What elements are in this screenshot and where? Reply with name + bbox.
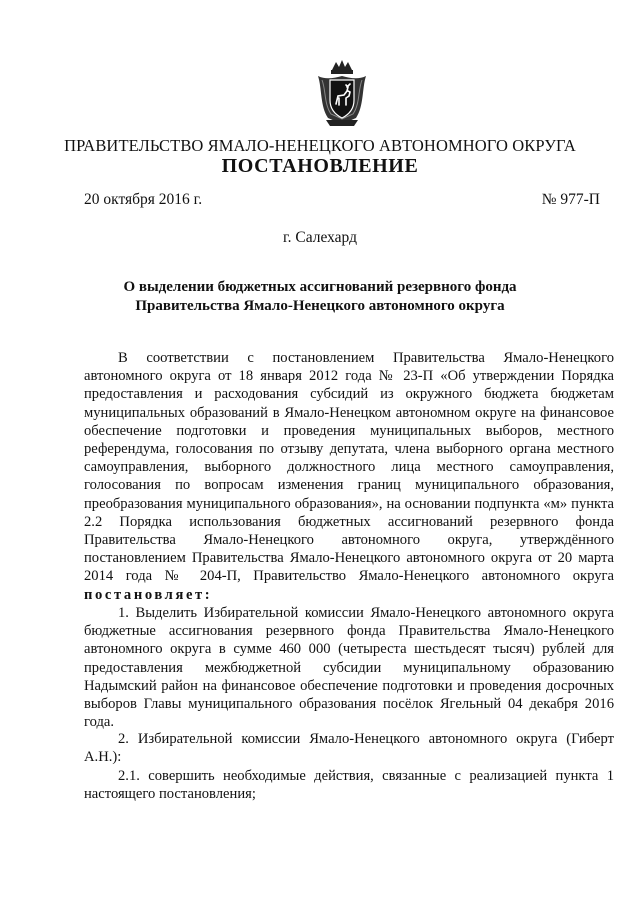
item-2-1-paragraph [84, 767, 614, 803]
city-of-issue: г. Салехард [283, 229, 357, 246]
document-number: № 977-П [541, 191, 600, 208]
item-2-text: 2. Избирательной комиссии Ямало-Ненецкого автономного округа (Гиберт А.Н.): [84, 731, 614, 766]
subject-line-2: Правительства Ямало-Ненецкого автономного округа [135, 298, 505, 314]
coat-of-arms-icon [312, 58, 372, 128]
item-1-paragraph [84, 604, 614, 731]
document-type-heading: ПОСТАНОВЛЕНИЕ [221, 155, 419, 177]
item-1-text: 1. Выделить Избирательной комиссии Ямало-Ненецкого автономного округа бюджетные ассигнования резервного фонда Правительства Ямало-Ненецкого автономного округа в сумме 460 000 (четыреста шестьдесят тысяч) рублей для предоставления межбюджетной субсидии муниципальному образованию Надымский район на финансовое обеспечение подготовки и проведения досрочных выборов Главы муниципального образования посёлок Ягельный 04 декабря 2016 года. [84, 605, 614, 731]
item-2-paragraph [84, 730, 614, 766]
document-subject [0, 278, 640, 316]
preamble-paragraph [84, 349, 614, 604]
item-2-1-text: 2.1. совершить необходимые действия, связанные с реализацией пункта 1 настоящего постановления; [84, 768, 614, 803]
preamble-text: В соответствии с постановлением Правительства Ямало-Ненецкого автономного округа от 18 января 2012 года № 23-П «Об утверждении Порядка предоставления и расходования субсидий из окружного бюджета бюджетам муниципальных образований в Ямало-Ненецком автономном округе на финансовое обеспечение подготовки и проведения муниципальных выборов, местного референдума, голосования по отзыву депутата, члена выборного органа местного самоуправления, выборного должностного лица местного самоуправления, голосования по вопросам изменения границ муниципального образования, преобразования муниципального образования», на основании подпункта «м» пункта 2.2 Порядка использования бюджетных ассигнований резервного фонда Правительства Ямало-Ненецкого автономного округа, утверждённого постановлением Правительства Ямало-Ненецкого автономного округа от 20 марта 2014 года № 204-П, Правительство Ямало-Ненецкого автономного округа [84, 350, 614, 585]
document-date: 20 октября 2016 г. [84, 191, 203, 208]
government-title: ПРАВИТЕЛЬСТВО ЯМАЛО-НЕНЕЦКОГО АВТОНОМНОГО ОКРУГА [64, 136, 576, 155]
resolves-word: постановляет: [84, 586, 213, 603]
subject-line-1: О выделении бюджетных ассигнований резервного фонда [123, 279, 517, 295]
